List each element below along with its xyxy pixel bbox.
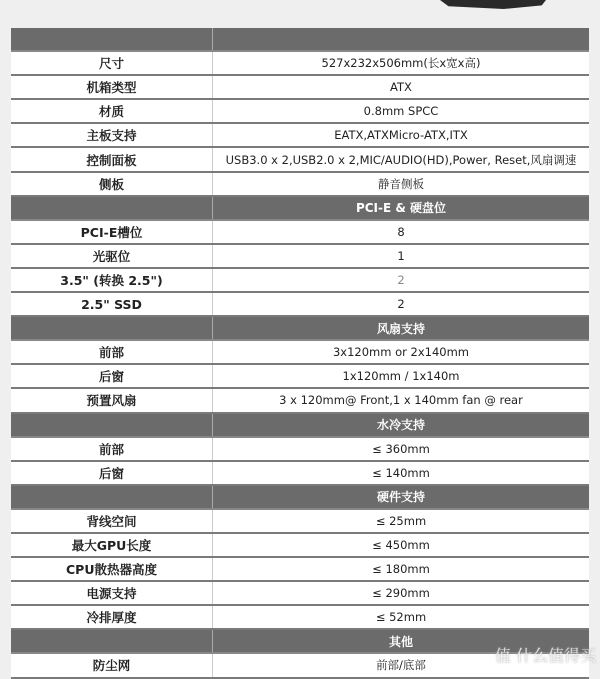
spec-value: 1x120mm / 1x140m [213,364,590,388]
section-header-left [11,316,213,340]
section-header [11,413,589,437]
table-row [11,123,589,147]
watermark: 值 什么值得买 [494,646,596,665]
table-row [11,557,589,581]
spec-label: CPU散热器高度 [11,557,213,581]
section-header [11,196,589,220]
section-header-left [11,196,213,220]
spec-label: 3.5" (转换 2.5") [11,268,213,292]
table-row [11,461,589,485]
section-title: 水冷支持 [213,413,590,437]
spec-label: 控制面板 [11,147,213,171]
table-row [11,172,589,196]
spec-label: PCI-E槽位 [11,220,213,244]
section-title [213,28,590,51]
table-row [11,605,589,629]
section-title: 其他 [213,629,590,653]
table-row [11,340,589,364]
spec-label: 前部 [11,340,213,364]
spec-value: 1 [213,244,590,268]
table-row [11,364,589,388]
section-header-left [11,28,213,51]
section-header-left [11,413,213,437]
spec-value: ≤ 360mm [213,437,590,461]
spec-label: 电源支持 [11,581,213,605]
spec-value: 0.8mm SPCC [213,99,590,123]
table-row [11,533,589,557]
spec-label: 最大GPU长度 [11,533,213,557]
spec-value: 527x232x506mm(长x宽x高) [213,51,590,75]
spec-label: 后窗 [11,364,213,388]
table-row [11,581,589,605]
spec-value: ≤ 450mm [213,533,590,557]
spec-value: 2 [213,292,590,316]
spec-label: 前部 [11,437,213,461]
spec-value: 3x120mm or 2x140mm [213,340,590,364]
spec-label: 2.5" SSD [11,292,213,316]
spec-table [11,28,589,679]
spec-value: ≤ 290mm [213,581,590,605]
spec-value: ≤ 140mm [213,461,590,485]
table-row [11,244,589,268]
spec-value: ≤ 52mm [213,605,590,629]
spec-value: ATX [213,75,590,99]
spec-label: 背线空间 [11,509,213,533]
table-row [11,388,589,412]
spec-label: 尺寸 [11,51,213,75]
table-row [11,292,589,316]
spec-value: 3 x 120mm@ Front,1 x 140mm fan @ rear [213,388,590,412]
section-header [11,316,589,340]
spec-value: ≤ 180mm [213,557,590,581]
section-title: PCI-E & 硬盘位 [213,196,590,220]
spec-label: 光驱位 [11,244,213,268]
section-header-left [11,485,213,509]
spec-value: USB3.0 x 2,USB2.0 x 2,MIC/AUDIO(HD),Power, Reset,风扇调速 [213,147,590,171]
table-row [11,51,589,75]
spec-value: 前部/底部 [213,653,590,677]
section-header [11,485,589,509]
product-image-edge [440,0,546,9]
spec-label: 机箱类型 [11,75,213,99]
spec-value: ≤ 25mm [213,509,590,533]
spec-value: EATX,ATXMicro-ATX,ITX [213,123,590,147]
spec-value: 8 [213,220,590,244]
spec-value: 2 [213,268,590,292]
table-row [11,147,589,171]
section-header [11,28,589,51]
spec-label: 预置风扇 [11,388,213,412]
section-title: 硬件支持 [213,485,590,509]
spec-label: 侧板 [11,172,213,196]
spec-label: 防尘网 [11,653,213,677]
spec-label: 主板支持 [11,123,213,147]
spec-label: 材质 [11,99,213,123]
spec-value: 静音侧板 [213,172,590,196]
table-row [11,268,589,292]
section-header-left [11,629,213,653]
table-row [11,220,589,244]
table-row [11,437,589,461]
table-row [11,75,589,99]
spec-label: 后窗 [11,461,213,485]
section-title: 风扇支持 [213,316,590,340]
spec-label: 冷排厚度 [11,605,213,629]
table-row [11,509,589,533]
table-row [11,99,589,123]
